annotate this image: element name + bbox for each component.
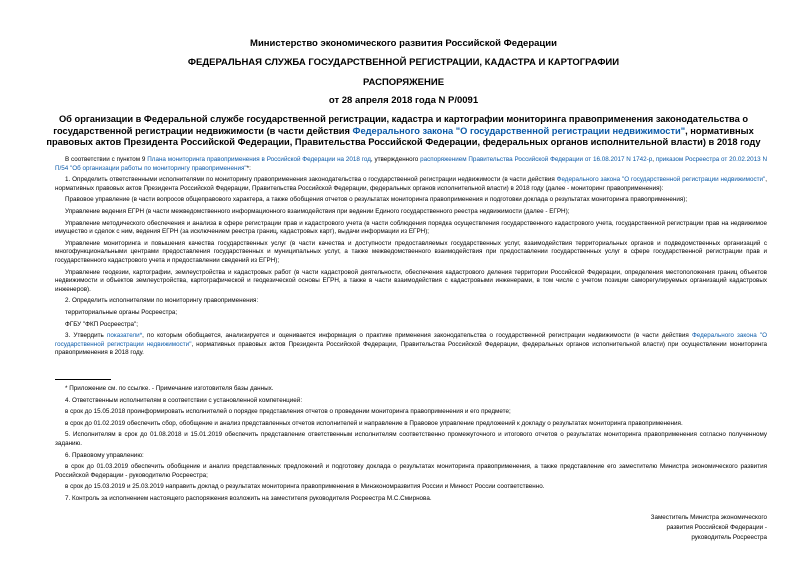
department-quality: Управление мониторинга и повышения качества государственных услуг (в части качества и доступности предоставляемых государственных услуг, взаимодействия территориальных органов и подведомственных организаций с многофункциональными центрами предоставления государственных и муниципальных услуг, а также межведомственного взаимодействия при предоставлении государственных услуг в сфере государственной регистрации прав и государственного кадастрового учета и предоставлении сведений из ЕГРН); — [55, 239, 767, 264]
signature-line: развития Российской Федерации - — [666, 524, 767, 531]
title-law-link[interactable]: Федерального закона "О государственной регистрации недвижимости" — [352, 125, 686, 136]
document-date: от 28 апреля 2018 года N Р/0091 — [328, 95, 479, 106]
text-run: *: — [246, 164, 251, 172]
item-4-a: в срок до 15.05.2018 проинформировать исполнителей о порядке представления отчетов о проведении мониторинга правоприменения и его предмете; — [65, 408, 511, 416]
text-run: , нормативных правовых актов Президента Российской Федерации, Правительства Российской Федерации, федеральных органов исполнительной власти) в 2018 году (далее - мониторинг правоприменения): — [55, 176, 767, 192]
indicators-link[interactable]: показатели* — [106, 332, 143, 340]
item-3 — [55, 332, 767, 358]
signature-line: руководитель Росреестра — [691, 534, 767, 541]
service-name: ФЕДЕРАЛЬНАЯ СЛУЖБА ГОСУДАРСТВЕННОЙ РЕГИСТРАЦИИ, КАДАСТРА И КАРТОГРАФИИ — [187, 57, 620, 68]
ministry-name: Министерство экономического развития Российской Федерации — [250, 38, 557, 49]
signature-block — [651, 513, 767, 543]
item-5: 5. Исполнителям в срок до 01.08.2018 и 15.01.2019 обеспечить представление ответственным исполнителям соответственно промежуточного и итогового отчетов о результатах мониторинга правоприменения согласно полученному заданию. — [55, 431, 767, 447]
department-egrn: Управление ведения ЕГРН (в части межведомственного информационного взаимодействия при ведении Единого государственного реестра недвижимости (далее - ЕГРН); — [65, 207, 570, 215]
item-6-b: в срок до 15.03.2019 и 25.03.2019 направить доклад о результатах мониторинга правоприменения в Минэкономразвития России и Минюст России соответственно. — [65, 483, 545, 491]
item-2: 2. Определить исполнителями по мониторингу правоприменения: — [65, 297, 259, 305]
text-run: , — [652, 156, 656, 163]
text-run: , по которым обобщается, анализируется и оценивается информация о практике применения законодательства о государственной регистрации недвижимости (в части действия — [142, 332, 692, 340]
title-part: , нормативных правовых актов Президента Российской Федерации, Правительства Российской Федерации, федеральных органов исполнительной власти) в 2018 году — [46, 125, 761, 147]
document-notes — [55, 385, 767, 507]
department-legal: Правовое управление (в части вопросов общеправового характера, а также обобщения отчетов о результатах мониторинга правоприменения и подготовки доклада о результатах мониторинга правоприменения); — [65, 196, 688, 204]
document-body — [55, 156, 767, 361]
text-run: , утвержденного — [370, 156, 421, 163]
rosreestr-order-link[interactable]: приказом Росреестра от 20.02.2013 N П/54 "Об организации работы по мониторингу правоприменения" — [55, 156, 767, 172]
preamble — [55, 156, 767, 173]
text-run: В соответствии с пунктом 9 — [65, 156, 148, 163]
document-title — [40, 114, 767, 149]
text-run: 3. Утвердить — [65, 332, 107, 340]
text-run: 1. Определить ответственными исполнителями по мониторингу правоприменения законодательства о государственной регистрации недвижимости (в части действия — [65, 176, 557, 184]
item-6: 6. Правовому управлению: — [65, 451, 144, 459]
item-1 — [55, 176, 767, 193]
document-type: РАСПОРЯЖЕНИЕ — [362, 77, 445, 88]
signature-line: Заместитель Министра экономического — [650, 514, 767, 521]
government-order-link[interactable]: распоряжением Правительства Российской Федерации от 16.08.2017 N 1742-р — [420, 156, 653, 163]
footnote-separator — [55, 379, 111, 380]
title-part: Об организации в Федеральной службе государственной регистрации, кадастра и картографии мониторинга правоприменения законодательства о государственной регистрации недвижимости (в части действия — [53, 114, 749, 136]
item-7: 7. Контроль за исполнением настоящего распоряжения возложить на заместителя руководителя Росреестра М.С.Смирнова. — [65, 494, 432, 502]
department-geodesy: Управление геодезии, картографии, землеустройства и кадастровых работ (в части кадастровой деятельности, обеспечения кадастрового деления территории Российской Федерации, определения местоположения границ объектов недвижимости и объектов землеустройства, картографической и геодезической основы ЕГРН, а также в части взаимодействия с кадастровыми инженерами, в том числе с учетом позиции саморегулируемых организаций кадастровых инженеров). — [55, 268, 767, 293]
text-run: , нормативных правовых актов Президента Российской Федерации, Правительства Российской Федерации, федеральных органов исполнительной власти) при осуществлении мониторинга правоприменения в 2018 году. — [55, 340, 767, 357]
federal-law-link[interactable]: Федерального закона "О государственной регистрации недвижимости" — [556, 176, 766, 184]
item-2-territorial: территориальные органы Росреестра; — [65, 308, 178, 316]
item-2-fkp: ФГБУ "ФКП Росреестра"; — [65, 320, 139, 328]
federal-law-link-2[interactable]: Федерального закона "О государственной регистрации недвижимости" — [55, 332, 768, 348]
department-methodology: Управление методического обеспечения и анализа в сфере регистрации прав и кадастрового учета (в части соблюдения порядка осуществления государственного кадастрового учета, государственной регистрации прав на недвижимое имущество и сделок с ним, ведения ЕГРН (за исключением реестра границ, кадастровых карт), выдачи информации из ЕГРН); — [55, 219, 767, 236]
item-4: 4. Ответственным исполнителям в соответствии с установленной компетенцией: — [65, 396, 303, 404]
footnote: * Приложение см. по ссылке. - Примечание изготовителя базы данных. — [65, 385, 274, 392]
item-6-a: в срок до 01.03.2019 обеспечить обобщение и анализ представленных предложений и подготовку доклада о результатах мониторинга правоприменения, а также представление его заместителю Министра экономического развития Российской Федерации - руководителю Росреестра; — [55, 463, 767, 479]
plan-link[interactable]: Плана мониторинга правоприменения в Российской Федерации на 2018 год — [147, 156, 371, 163]
item-4-b: в срок до 01.02.2019 обеспечить сбор, обобщение и анализ представленных отчетов исполнителей и направление в Правовое управление предложений к докладу о результатах мониторинга правоприменения. — [65, 419, 683, 427]
